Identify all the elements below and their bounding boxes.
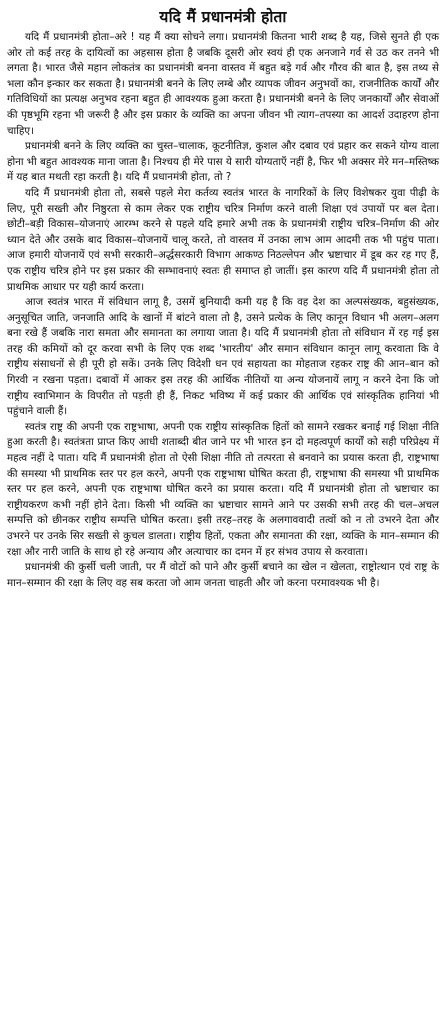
paragraph-1: यदि मैं प्रधानमंत्री होता–अरे ! यह मैं क्या सोचने लगा। प्रधानमंत्री कितना भारी शब्द है यह, जिसे सुनते ही एक ओर तो कई तरह के दायित्वों का अहसास होता है जबकि दूसरी ओर स्वयं ही एक अनजाने गर्व से उठ कर तनने भी लगता है। भारत जैसे महान लोकतंत्र का प्रधानमंत्री बनना वास्तव में बहुत बड़े गर्व और गौरव की बात है, इस तथ्य से भला कौन इन्कार कर सकता है। प्रधानमंत्री बनने के लिए लम्बे और व्यापक जीवन अनुभवों का, राजनीतिक कार्यों और गतिविधियों का प्रत्यक्ष अनुभव रहना बहुत ही आवश्यक हुआ करता है। प्रधानमंत्री बनने के लिए जनकार्यों और सेवाओं की पृष्ठभूमि रहना भी जरूरी है और इस प्रकार के व्यक्ति का अपना जीवन भी त्याग–तपस्या का आदर्श उदाहरण होना चाहिए। (7, 31, 439, 137)
document-title: यदि मैं प्रधानमंत्री होता (159, 8, 287, 26)
paragraph-3: यदि मैं प्रधानमंत्री होता तो, सबसे पहले मेरा कर्तव्य स्वतंत्र भारत के नागरिकों के लिए विशेषकर युवा पीढ़ी के लिए, पूरी सख्ती और निष्ठुरता से काम लेकर एक राष्ट्रीय चरित्र निर्माण करने वाली शिक्षा एवं उपायों पर बल देता। छोटी–बड़ी विकास–योजनाएं आरम्भ करने से पहले यदि हमारे अभी तक के प्रधानमंत्री राष्ट्रीय चरित्र–निर्माण की ओर ध्यान देते और उसके बाद विकास–योजनायें चालू करते, तो वास्तव में उनका लाभ आम आदमी तक भी पहुंच पाता। आज हमारी योजनायें एवं सभी सरकारी–अर्द्धसरकारी विभाग आकण्ठ निठल्लेपन और भ्रष्टाचार में डूब कर रह गए हैं, एक राष्ट्रीय चरित्र होने पर इस प्रकार की सम्भावनाएं स्वतः ही समाप्त हो जातीं। इस कारण यदि मैं प्रधानमंत्री होता तो प्राथमिक आधार पर यही कार्य करता। (7, 186, 439, 293)
paragraph-6: प्रधानमंत्री की कुर्सी चली जाती, पर मैं वोटों को पाने और कुर्सी बचाने का खेल न खेलता, राष्ट्रोत्थान एवं राष्ट्र के मान–सम्मान की रक्षा के लिए वह सब करता जो आम जनता चाहती और जो करना परमावश्यक भी है। (7, 561, 439, 589)
paragraph-5: स्वतंत्र राष्ट्र की अपनी एक राष्ट्रभाषा, अपनी एक राष्ट्रीय सांस्कृतिक हितों को सामने रखकर बनाई गई शिक्षा नीति हुआ करती है। स्वतंत्रता प्राप्त किए आधी शताब्दी बीत जाने पर भी भारत इन दो महत्वपूर्ण कार्यों को सही परिप्रेक्ष्य में महत्व नहीं दे पाता। यदि मैं प्रधानमंत्री होता तो ऐसी शिक्षा नीति तो तत्परता से बनवाने का प्रयास करता ही, राष्ट्रभाषा की समस्या भी प्राथमिक स्तर पर हल करने, अपनी एक राष्ट्रभाषा घोषित करता ही, राष्ट्रभाषा की समस्या भी प्राथमिक स्तर पर हल करने, अपनी एक राष्ट्रभाषा घोषित करने का प्रयास करता। यदि मैं प्रधानमंत्री होता तो भ्रष्टाचार का राष्ट्रीयकरण कभी नहीं होने देता। किसी भी व्यक्ति का भ्रष्टाचार सामने आने पर उसकी सभी तरह की चल–अचल सम्पत्ति को छीनकर राष्ट्रीय सम्पत्ति घोषित करता। इसी तरह–तरह के अलगाववादी तत्वों को न तो उभरने देता और उभरने पर उनके सिर सख्ती से कुचल डालता। राष्ट्रीय हितों, एकता और समानता की रक्षा, व्यक्ति के मान–सम्मान की रक्षा और नारी जाति के साथ हो रहे अन्याय और अत्याचार का दमन में हर संभव उपाय से करवाता। (7, 420, 439, 558)
paragraph-2: प्रधानमंत्री बनने के लिए व्यक्ति का चुस्त–चालाक, कूटनीतिज्ञ, कुशल और दबाव एवं प्रहार कर सकने योग्य वाला होना भी बहुत आवश्यक माना जाता है। निश्चय ही मेरे पास ये सारी योग्यताएँ नहीं है, फिर भी अक्सर मेरे मन–मस्तिष्क में यह बात मथती रहा करती है। यदि मैं प्रधानमंत्री होता, तो ? (7, 140, 439, 184)
paragraph-4: आज स्वतंत्र भारत में संविधान लागू है, उसमें बुनियादी कमी यह है कि वह देश का अल्पसंख्यक, बहुसंख्यक, अनुसूचित जाति, जनजाति आदि के खानों में बांटने वाला तो है, उसने प्रत्येक के लिए कानून विधान भी अलग–अलग बना रखे हैं जबकि नारा समता और समानता का लगाया जाता है। यदि मैं प्रधानमंत्री होता तो संविधान में रह गई इस तरह की कमियों को दूर करवा सभी के लिए एक शब्द 'भारतीय' और समान संविधान कानून लागू करवाता कि वे राष्ट्रीय संसाधनों से ही पूरी हो सकें। उनके लिए विदेशी धन एवं सहायता का मोहताज रहकर राष्ट्र की आन–बान को गिरवी न रखना पड़ता। दबावों में आकर इस तरह की आर्थिक नीतियों या अन्य योजनायें लागू न करने देना कि जो राष्ट्रीय स्वाभिमान के विपरीत तो पड़ती ही हैं, निकट भविष्य में कई प्रकार की आर्थिक एवं सांस्कृतिक हानियां भी पहुंचाने वाली हैं। (7, 296, 439, 418)
